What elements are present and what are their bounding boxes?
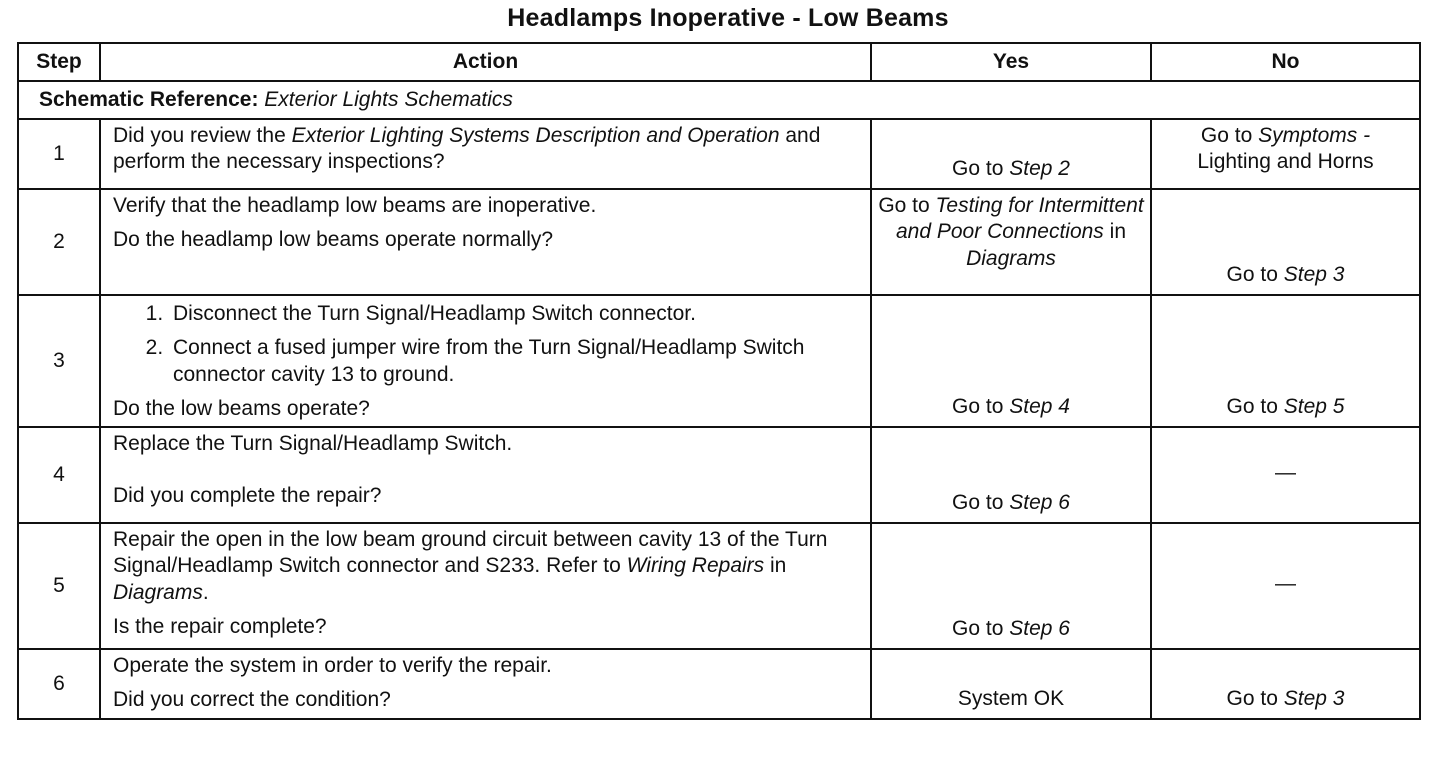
yes-cell [871,119,1151,189]
no-text: Go to [1226,394,1284,418]
header-yes: Yes [871,43,1151,81]
action-text-part: Repair the open in the low beam ground circuit between cavity 13 of the Turn Signal/Headlamp Switch connector and S233. Refer to [113,528,828,578]
action-reference: Exterior Lighting Systems Description and Operation [291,124,780,147]
table-row [18,649,1420,719]
no-cell [1151,427,1420,523]
action-steps-list [113,301,860,388]
diagnostic-table [17,42,1421,720]
header-row [18,43,1420,81]
action-cell [100,189,871,295]
action-text: Did you review the [113,124,292,147]
step-number: 5 [18,523,100,649]
no-reference: Symptoms - [1258,124,1371,147]
schematic-reference [18,81,1420,119]
action-reference: Diagrams [113,580,203,604]
yes-step-link: Step 4 [1009,394,1070,418]
action-text-part: . [202,580,209,604]
action-question: Do the headlamp low beams operate normally? [113,228,554,252]
table-row [18,119,1420,189]
step-number: 6 [18,649,100,719]
yes-cell: System OK [871,649,1151,719]
step-number: 3 [18,295,100,427]
step-number: 1 [18,119,100,189]
no-cell [1151,649,1420,719]
action-cell [100,523,871,649]
list-item: 2. Connect a fused jumper wire from the Turn Signal/Headlamp Switch connector cavity 13 to ground. [169,335,860,388]
yes-text: Go to [952,394,1010,418]
yes-step-link: Step 6 [1009,490,1070,514]
action-cell [100,119,871,189]
yes-text: Go to [952,616,1010,640]
table-row [18,523,1420,649]
no-text: Go to [1226,686,1284,710]
no-cell [1151,119,1420,189]
no-dash: — [1275,461,1296,485]
yes-text: Go to [952,156,1010,180]
action-question: Did you complete the repair? [113,484,382,508]
no-text: Lighting and Horns [1197,150,1374,174]
table-row [18,295,1420,427]
yes-step-link: Step 2 [1009,156,1070,180]
no-cell [1151,189,1420,295]
header-no: No [1151,43,1420,81]
yes-text: Go to [878,194,936,217]
no-dash: — [1275,572,1296,596]
no-text: Go to [1200,124,1259,147]
no-step-link: Step 5 [1283,394,1345,418]
schematic-row [18,81,1420,119]
action-text: and perform the necessary inspections? [113,124,821,174]
step-number: 2 [18,189,100,295]
action-cell [100,649,871,719]
yes-step-link: Step 6 [1009,616,1070,640]
table-row [18,427,1420,523]
yes-cell [871,427,1151,523]
yes-cell [871,189,1151,295]
step-number: 4 [18,427,100,523]
action-reference: Wiring Repairs [626,554,765,578]
action-question: Do the low beams operate? [113,396,370,420]
action-text: Replace the Turn Signal/Headlamp Switch. [113,432,513,455]
action-question: Is the repair complete? [113,614,327,638]
yes-reference: Diagrams [966,246,1056,270]
yes-cell [871,523,1151,649]
schematic-label: Schematic Reference: [39,87,259,111]
list-item: 1. Disconnect the Turn Signal/Headlamp Switch connector. [169,301,860,327]
page-title: Headlamps Inoperative - Low Beams [507,4,949,32]
yes-text: Go to [952,490,1010,514]
yes-reference: Testing for Intermittent and Poor Connections [896,194,1144,244]
action-question: Did you correct the condition? [113,688,391,712]
no-cell [1151,523,1420,649]
action-cell [100,427,871,523]
yes-text: in [1103,220,1126,244]
action-cell [100,295,871,427]
schematic-value: Exterior Lights Schematics [264,87,513,111]
no-text: Go to [1226,262,1284,286]
action-text [113,527,860,606]
action-text-part: in [764,554,787,578]
header-action: Action [100,43,871,81]
table-row [18,189,1420,295]
no-step-link: Step 3 [1283,686,1345,710]
action-text: Verify that the headlamp low beams are inoperative. [113,194,597,217]
action-text: Operate the system in order to verify the repair. [113,654,552,677]
yes-cell [871,295,1151,427]
no-step-link: Step 3 [1283,262,1345,286]
no-cell [1151,295,1420,427]
header-step: Step [18,43,100,81]
